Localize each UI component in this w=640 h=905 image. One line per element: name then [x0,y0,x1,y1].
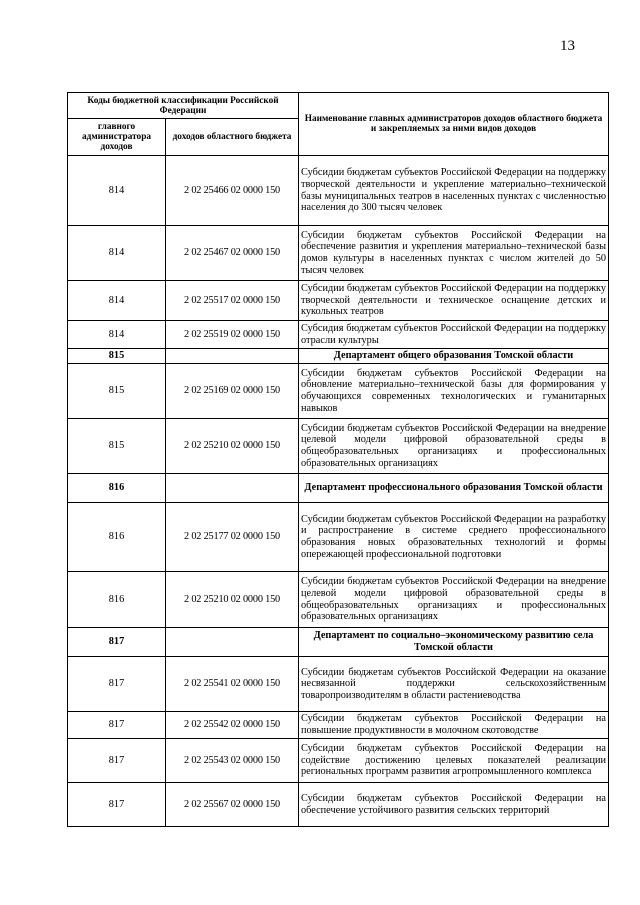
admin-code-cell: 816 [68,503,166,572]
income-name-cell: Субсидии бюджетам субъектов Российской Федерации на поддержку творческой деятельности и укрепление материально–технической базы муниципальных театров в населенных пунктах с численностью населения до 300 тысяч человек [299,156,609,226]
table-row [68,156,609,226]
table-row [68,503,609,572]
income-code-cell: 2 02 25177 02 0000 150 [166,503,299,572]
income-name-cell: Субсидии бюджетам субъектов Российской Федерации на содействие достижению целевых показателей реализации региональных программ развития агропромышленного комплекса [299,739,609,783]
header-name-column: Наименование главных администраторов доходов областного бюджета и закрепляемых за ними видов доходов [299,93,609,156]
admin-code-cell: 814 [68,156,166,226]
income-code-cell: 2 02 25543 02 0000 150 [166,739,299,783]
income-code-cell: 2 02 25517 02 0000 150 [166,281,299,321]
table-row [68,739,609,783]
admin-code-cell: 817 [68,657,166,712]
income-name-cell: Департамент по социально–экономическому развитию села Томской области [299,628,609,657]
admin-code-cell: 814 [68,321,166,349]
admin-code-cell: 816 [68,572,166,628]
income-code-cell: 2 02 25467 02 0000 150 [166,226,299,281]
admin-code-cell: 814 [68,226,166,281]
income-name-cell: Субсидии бюджетам субъектов Российской Федерации на повышение продуктивности в молочном скотоводстве [299,712,609,739]
income-name-cell: Субсидии бюджетам субъектов Российской Федерации на поддержку творческой деятельности и техническое оснащение детских и кукольных театров [299,281,609,321]
admin-code-cell: 817 [68,712,166,739]
admin-code-cell: 817 [68,783,166,827]
income-name-cell: Субсидия бюджетам субъектов Российской Федерации на поддержку отрасли культуры [299,321,609,349]
income-name-cell: Субсидии бюджетам субъектов Российской Федерации на внедрение целевой модели цифровой образовательной среды в общеобразовательных организациях и профессиональных образовательных организациях [299,419,609,474]
department-row [68,349,609,364]
income-name-cell: Субсидии бюджетам субъектов Российской Федерации на обеспечение устойчивого развития сельских территорий [299,783,609,827]
income-name-cell: Субсидии бюджетам субъектов Российской Федерации на обеспечение развития и укрепления материально–технической базы домов культуры в населенных пунктах с числом жителей до 50 тысяч человек [299,226,609,281]
table-row [68,226,609,281]
income-code-cell [166,628,299,657]
department-row [68,474,609,503]
table-row [68,783,609,827]
table-row [68,419,609,474]
admin-code-cell: 816 [68,474,166,503]
income-name-cell: Субсидии бюджетам субъектов Российской Федерации на оказание несвязанной поддержки сельскохозяйственным товаропроизводителям в области растениеводства [299,657,609,712]
header-admin-column: главного администратора доходов [68,119,166,156]
admin-code-cell: 815 [68,349,166,364]
income-code-cell: 2 02 25567 02 0000 150 [166,783,299,827]
table-row [68,657,609,712]
income-code-cell: 2 02 25519 02 0000 150 [166,321,299,349]
table-body [68,156,609,827]
department-row [68,628,609,657]
table-row [68,712,609,739]
income-name-cell: Департамент профессионального образования Томской области [299,474,609,503]
budget-classification-table [67,92,609,827]
admin-code-cell: 817 [68,628,166,657]
income-code-cell: 2 02 25210 02 0000 150 [166,572,299,628]
admin-code-cell: 815 [68,419,166,474]
table-row [68,281,609,321]
income-name-cell: Субсидии бюджетам субъектов Российской Федерации на обновление материально–технической базы для формирования у обучающихся современных технологических и гуманитарных навыков [299,364,609,419]
page-number: 13 [560,38,575,54]
income-name-cell: Субсидии бюджетам субъектов Российской Федерации на разработку и распространение в системе среднего профессионального образования новых образовательных технологий и формы опережающей профессиональной подготовки [299,503,609,572]
admin-code-cell: 815 [68,364,166,419]
income-code-cell: 2 02 25466 02 0000 150 [166,156,299,226]
table-row [68,321,609,349]
table-row [68,572,609,628]
table-row [68,364,609,419]
admin-code-cell: 817 [68,739,166,783]
income-code-cell: 2 02 25542 02 0000 150 [166,712,299,739]
header-income-column: доходов областного бюджета [166,119,299,156]
income-code-cell: 2 02 25541 02 0000 150 [166,657,299,712]
admin-code-cell: 814 [68,281,166,321]
income-code-cell: 2 02 25169 02 0000 150 [166,364,299,419]
income-code-cell: 2 02 25210 02 0000 150 [166,419,299,474]
income-code-cell [166,474,299,503]
income-code-cell [166,349,299,364]
income-name-cell: Субсидии бюджетам субъектов Российской Федерации на внедрение целевой модели цифровой образовательной среды в общеобразовательных организациях и профессиональных образовательных организациях [299,572,609,628]
header-codes-group: Коды бюджетной классификации Российской Федерации [68,93,299,119]
income-name-cell: Департамент общего образования Томской области [299,349,609,364]
